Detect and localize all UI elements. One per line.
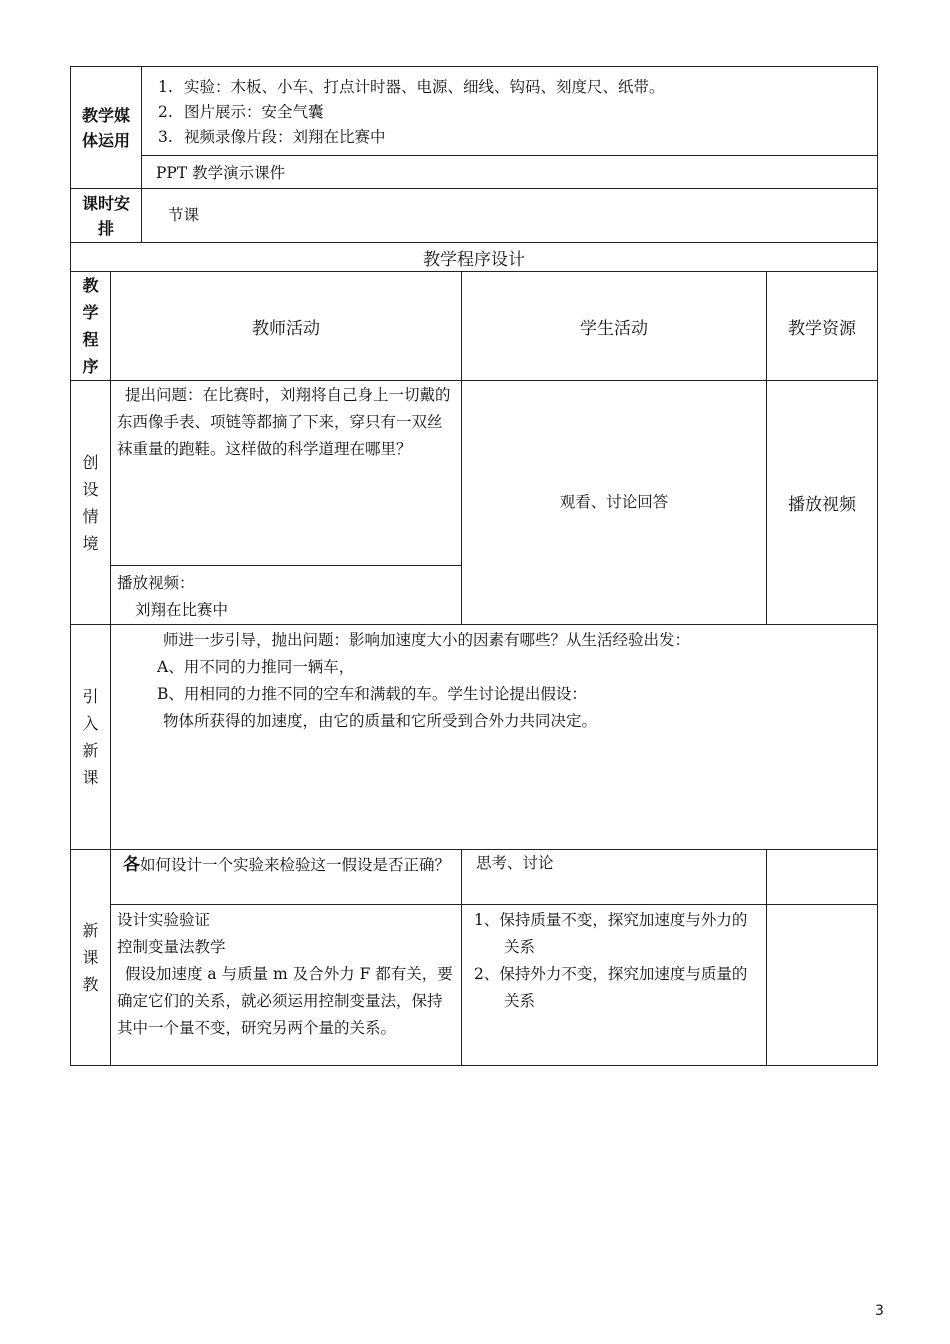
procedure-design-table [70, 242, 878, 1066]
stage2-line: A、用不同的力推同一辆车， [157, 658, 355, 676]
media-list [142, 67, 877, 150]
stage2-line: 物体所获得的加速度，由它的质量和它所受到合外力共同决定。 [163, 712, 598, 730]
stage3-teacher-question: 各如何设计一个实验来检验这一假设是否正确？ [111, 850, 462, 905]
media-item: 3. 视频录像片段：刘翔在比赛中 [158, 128, 386, 146]
stage1-resource: 播放视频 [767, 381, 878, 625]
stage3-resource-1 [767, 850, 878, 905]
stage2-line: B、用相同的力推不同的空车和满载的车。学生讨论提出假设： [157, 685, 587, 703]
stage-introduce-lesson: 引 入 新 课 [71, 625, 111, 850]
media-label-line2: 体运用 [81, 130, 130, 150]
stage2-content [111, 625, 878, 850]
student-step: 2、保持外力不变，探究加速度与质量的关系 [474, 965, 748, 1010]
media-schedule-table [70, 66, 878, 243]
media-item: 2. 图片展示：安全气囊 [158, 103, 324, 121]
stage1-student: 观看、讨论回答 [462, 381, 767, 625]
stage3-student-steps [462, 905, 767, 1066]
student-step-list [462, 905, 766, 1015]
student-step: 1、保持质量不变，探究加速度与外力的关系 [474, 911, 748, 956]
schedule-value: 节课 [142, 189, 878, 243]
media-label [71, 67, 142, 189]
stage3-teacher-design: 设计实验验证 控制变量法教学 假设加速度 a 与质量 m 及合外力 F 都有关，要确定它们的关系，就必须运用控制变量法，保持其中一个量不变，研究另两个量的关系。 [111, 905, 462, 1066]
ppt-cell: PPT 教学演示课件 [142, 156, 878, 189]
media-list-cell [142, 67, 878, 156]
stage1-teacher-video: 播放视频： 刘翔在比赛中 [111, 566, 462, 625]
stage3-bullet: 各 [123, 855, 140, 875]
schedule-label-line1: 课时安 [81, 193, 130, 213]
schedule-label-line2: 排 [97, 218, 114, 238]
stage-new-lesson: 新 课 教 [71, 850, 111, 1066]
page-number: 3 [875, 1303, 884, 1319]
stage-create-scene: 创 设 情 境 [71, 381, 111, 625]
header-student: 学生活动 [462, 272, 767, 381]
design-title: 教学程序设计 [71, 243, 878, 272]
header-procedure: 教 学 程 序 [71, 272, 111, 381]
header-teacher: 教师活动 [111, 272, 462, 381]
media-label-line1: 教学媒 [81, 105, 130, 125]
stage3-student-think: 思考、讨论 [462, 850, 767, 905]
stage3-resource-2 [767, 905, 878, 1066]
header-resource: 教学资源 [767, 272, 878, 381]
media-item: 1. 实验：木板、小车、打点计时器、电源、细线、钩码、刻度尺、纸带。 [158, 78, 665, 96]
stage1-teacher-question: 提出问题：在比赛时，刘翔将自己身上一切戴的东西像手表、项链等都摘了下来，穿只有一双丝袜重量的跑鞋。这样做的科学道理在哪里？ [111, 381, 462, 566]
schedule-label [71, 189, 142, 243]
stage2-line: 师进一步引导，抛出问题：影响加速度大小的因素有哪些？从生活经验出发： [163, 631, 691, 649]
